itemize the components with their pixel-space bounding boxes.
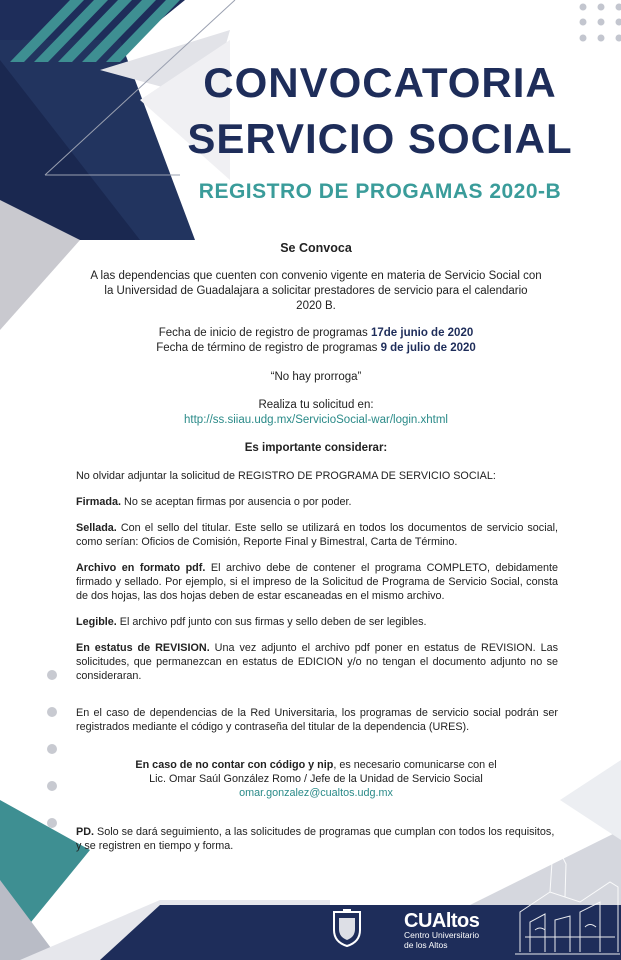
- apply-section: [60, 398, 572, 428]
- requirement-term: Firmada.: [76, 496, 122, 508]
- intro-line-1: A las dependencias que cuenten con convenio vigente en materia de Servicio Social con: [90, 270, 542, 282]
- contact-person: Lic. Omar Saúl González Romo / Jefe de la Unidad de Servicio Social: [149, 773, 483, 785]
- requirement-signed: [76, 495, 558, 509]
- important-heading: Es importante considerar:: [244, 442, 388, 454]
- intro-heading: Se Convoca: [280, 241, 352, 255]
- start-date-label: Fecha de inicio de registro de programas: [158, 327, 371, 339]
- requirement-review-status: [76, 641, 558, 684]
- requirement-text: El archivo pdf junto con sus firmas y sello deben de ser legibles.: [116, 616, 427, 628]
- end-date-line: [60, 341, 572, 356]
- requirement-text: Una vez adjunto el archivo pdf poner en estatus de REVISION. Las solicitudes, que permanezcan en estatus de EDICION y/o no tengan el documento adjunto no se consideraran.: [76, 642, 558, 683]
- intro-text: [60, 269, 572, 314]
- end-date-label: Fecha de término de registro de programas: [156, 342, 381, 354]
- apply-url-link[interactable]: http://ss.siiau.udg.mx/ServicioSocial-war/login.xhtml: [184, 414, 448, 426]
- requirement-text: El archivo debe de contener el programa COMPLETO, debidamente firmado y sellado. Por ejemplo, si el impreso de la Solicitud de Programa de Servicio Social, consta de dos hojas, las dos hojas deben de estar escaneadas en el mismo archivo.: [76, 562, 558, 603]
- logo-line-1: Centro Universitario: [404, 930, 480, 940]
- no-extension-note: “No hay prorroga”: [270, 371, 362, 383]
- logo-line-2: de los Altos: [404, 939, 448, 950]
- cualtos-logo: [404, 911, 479, 950]
- requirement-pdf: [76, 561, 558, 604]
- requirement-term: Sellada.: [76, 522, 117, 534]
- requirement-legible: [76, 615, 558, 629]
- intro-line-2: la Universidad de Guadalajara a solicitar prestadores de servicio para el calendario: [104, 285, 528, 297]
- requirement-term: Legible.: [76, 616, 117, 628]
- start-date-line: [60, 326, 572, 341]
- start-date-value: 17de junio de 2020: [370, 327, 474, 339]
- contact-bold: En caso de no contar con código y nip: [135, 759, 334, 771]
- contact-section: [60, 758, 572, 800]
- requirement-text: Con el sello del titular. Este sello se utilizará en todos los documentos de servicio social, como serían: Oficios de Comisión, Reporte Final y Bimestral, Carta de Término.: [76, 522, 558, 549]
- requirement-term: Archivo en formato pdf.: [76, 562, 206, 574]
- logo-brand: CUAltos: [404, 910, 480, 932]
- contact-email-link[interactable]: omar.gonzalez@cualtos.udg.mx: [239, 787, 393, 799]
- network-note: En el caso de dependencias de la Red Universitaria, los programas de servicio social podrán ser registrados mediante el código y contraseña del titular de la dependencia (URES).: [76, 707, 558, 734]
- title-line-1: CONVOCATORIA: [203, 59, 557, 106]
- postscript-text: Solo se dará seguimiento, a las solicitudes de programas que cumplan con todos los requisitos, y se registren en tiempo y forma.: [76, 826, 555, 853]
- apply-label: Realiza tu solicitud en:: [258, 399, 374, 411]
- intro-line-3: 2020 B.: [296, 300, 336, 312]
- requirement-text: No se aceptan firmas por ausencia o por poder.: [121, 496, 352, 508]
- title-line-2: SERVICIO SOCIAL: [187, 115, 573, 162]
- building-sketch-icon: [510, 842, 621, 960]
- contact-line-1: [60, 758, 572, 772]
- postscript: [76, 825, 558, 853]
- registration-dates: [60, 326, 572, 356]
- contact-rest: , es necesario comunicarse con el: [333, 759, 497, 771]
- end-date-value: 9 de julio de 2020: [380, 342, 476, 354]
- reminder-text: No olvidar adjuntar la solicitud de REGISTRO DE PROGRAMA DE SERVICIO SOCIAL:: [76, 470, 496, 482]
- requirement-term: En estatus de REVISION.: [76, 642, 210, 654]
- postscript-term: PD.: [76, 826, 94, 838]
- subtitle: REGISTRO DE PROGAMAS 2020-B: [198, 180, 562, 203]
- requirement-sealed: [76, 521, 558, 549]
- university-seal-icon: [330, 908, 364, 948]
